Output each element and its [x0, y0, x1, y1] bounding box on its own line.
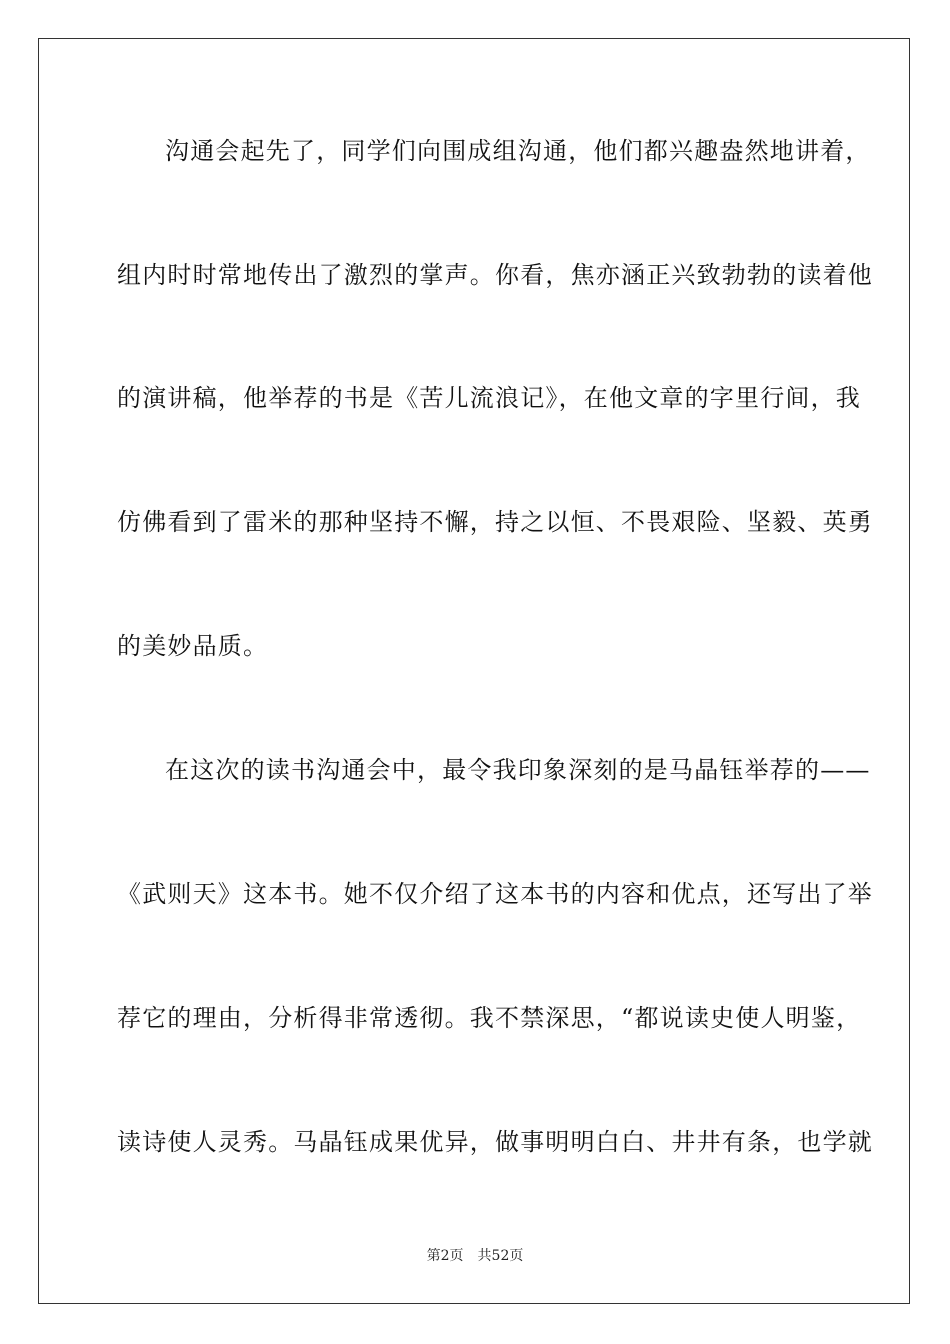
- paragraph-2-line-1: 在这次的读书沟通会中，最令我印象深刻的是马晶钰举荐的——: [165, 756, 871, 784]
- paragraph-1-line-3: 的演讲稿，他举荐的书是《苦儿流浪记》，在他文章的字里行间，我: [117, 384, 861, 412]
- paragraph-2-line-4: 读诗使人灵秀。马晶钰成果优异，做事明明白白、井井有条，也学就: [117, 1128, 873, 1156]
- paragraph-1-line-5: 的美妙品质。: [117, 632, 269, 660]
- page-footer: [0, 1247, 950, 1265]
- paragraph-2-line-3: 荐它的理由，分析得非常透彻。我不禁深思，“都说读史使人明鉴，: [117, 1004, 862, 1032]
- paragraph-1-line-2: 组内时时常地传出了激烈的掌声。你看，焦亦涵正兴致勃勃的读着他: [117, 261, 873, 289]
- page-number: 第2页: [426, 1248, 464, 1264]
- paragraph-1-line-4: 仿佛看到了雷米的那种坚持不懈，持之以恒、不畏艰险、坚毅、英勇: [117, 508, 873, 536]
- page-total: 共52页: [477, 1248, 524, 1264]
- paragraph-1-line-1: 沟通会起先了，同学们向围成组沟通，他们都兴趣盎然地讲着，: [165, 137, 871, 165]
- page-border: [38, 38, 910, 1304]
- paragraph-2-line-2: 《武则天》这本书。她不仅介绍了这本书的内容和优点，还写出了举: [117, 880, 873, 908]
